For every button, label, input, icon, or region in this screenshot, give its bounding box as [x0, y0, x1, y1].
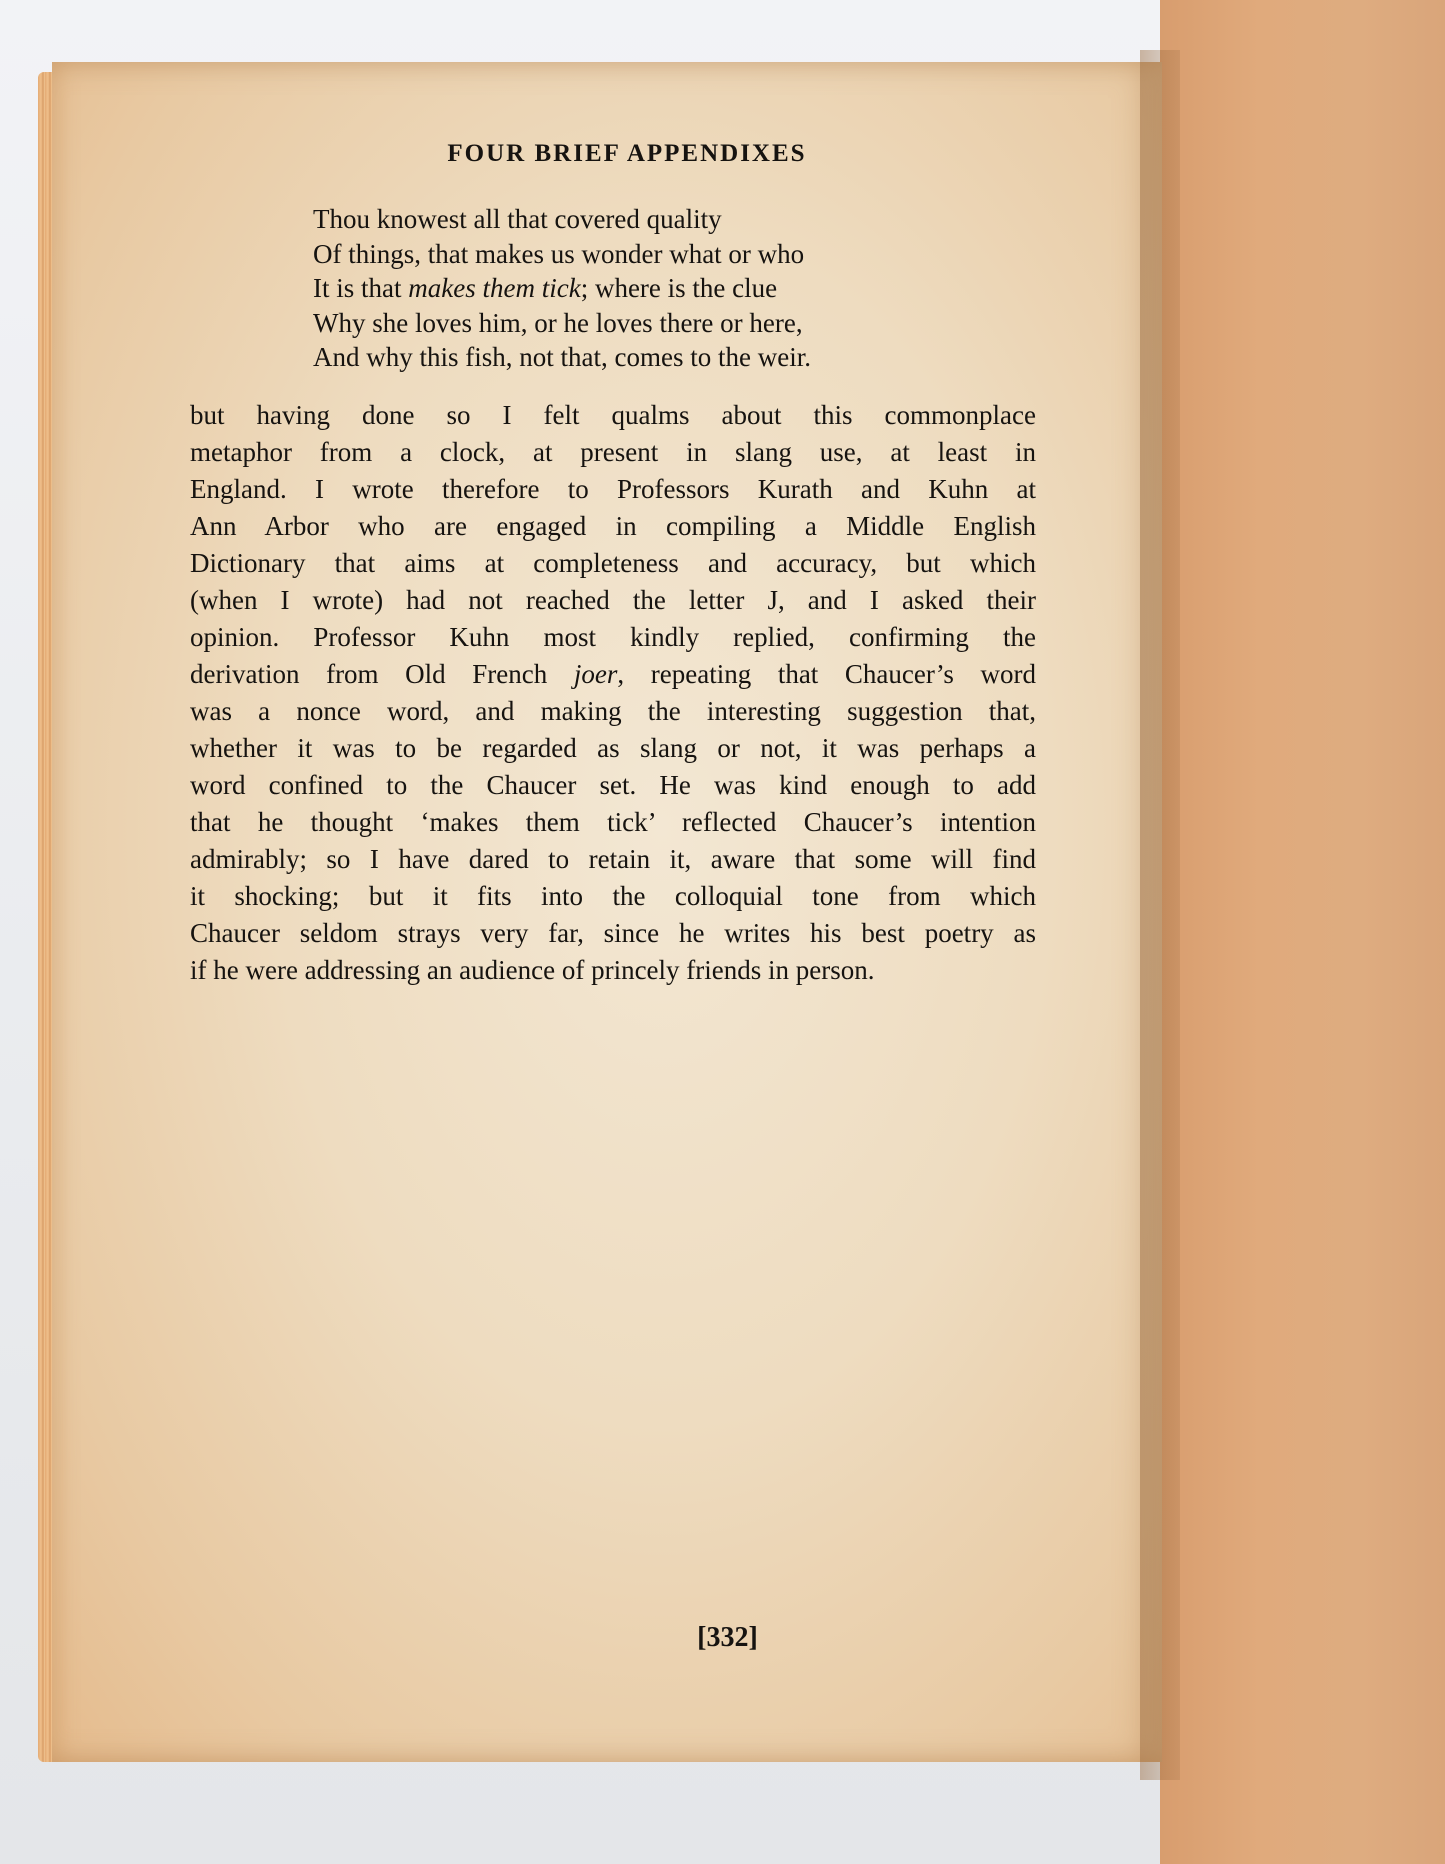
- italic-phrase: makes them tick: [408, 273, 581, 303]
- prose-line: opinion. Professor Kuhn most kindly replied, confirming the: [190, 621, 1036, 652]
- verse-line: Of things, that makes us wonder what or who: [313, 238, 805, 269]
- prose-line: England. I wrote therefore to Professors Kurath and Kuhn at: [190, 473, 1036, 504]
- italic-word: joer: [573, 658, 618, 689]
- body-paragraph: [190, 397, 1036, 989]
- prose-line: if he were addressing an audience of princely friends in person.: [190, 954, 875, 985]
- prose-line: derivation from Old French joer, repeating that Chaucer’s word: [190, 658, 1036, 689]
- verse-line: Thou knowest all that covered quality: [313, 204, 722, 234]
- verse-quotation: [313, 202, 1036, 375]
- prose-line: Chaucer seldom strays very far, since he writes his best poetry as: [190, 917, 1036, 948]
- prose-line: Ann Arbor who are engaged in compiling a Middle English: [190, 510, 1036, 541]
- prose-line: whether it was to be regarded as slang or not, it was perhaps a: [190, 732, 1036, 763]
- verse-line: Why she loves him, or he loves there or here,: [313, 307, 803, 338]
- verse-line: It is that makes them tick; where is the clue: [313, 273, 778, 303]
- prose-line: but having done so I felt qualms about this commonplace: [190, 399, 1036, 430]
- book-gutter: [1140, 50, 1180, 1780]
- verse-line: And why this fish, not that, comes to the weir.: [313, 342, 811, 372]
- running-head: FOUR BRIEF APPENDIXES: [447, 140, 807, 167]
- prose-line: it shocking; but it fits into the colloquial tone from which: [190, 880, 1036, 911]
- prose-line: Dictionary that aims at completeness and accuracy, but which: [190, 547, 1036, 578]
- prose-line: admirably; so I have dared to retain it, aware that some will find: [190, 843, 1036, 874]
- prose-line: (when I wrote) had not reached the letter J, and I asked their: [190, 584, 1036, 615]
- prose-line: word confined to the Chaucer set. He was kind enough to add: [190, 769, 1036, 800]
- page-content: [190, 140, 1036, 989]
- facing-page: [1160, 0, 1445, 1864]
- page-number: [332]: [697, 1622, 758, 1653]
- prose-line: that he thought ‘makes them tick’ reflected Chaucer’s intention: [190, 806, 1036, 837]
- prose-line: metaphor from a clock, at present in slang use, at least in: [190, 436, 1036, 467]
- prose-line: was a nonce word, and making the interesting suggestion that,: [190, 695, 1036, 726]
